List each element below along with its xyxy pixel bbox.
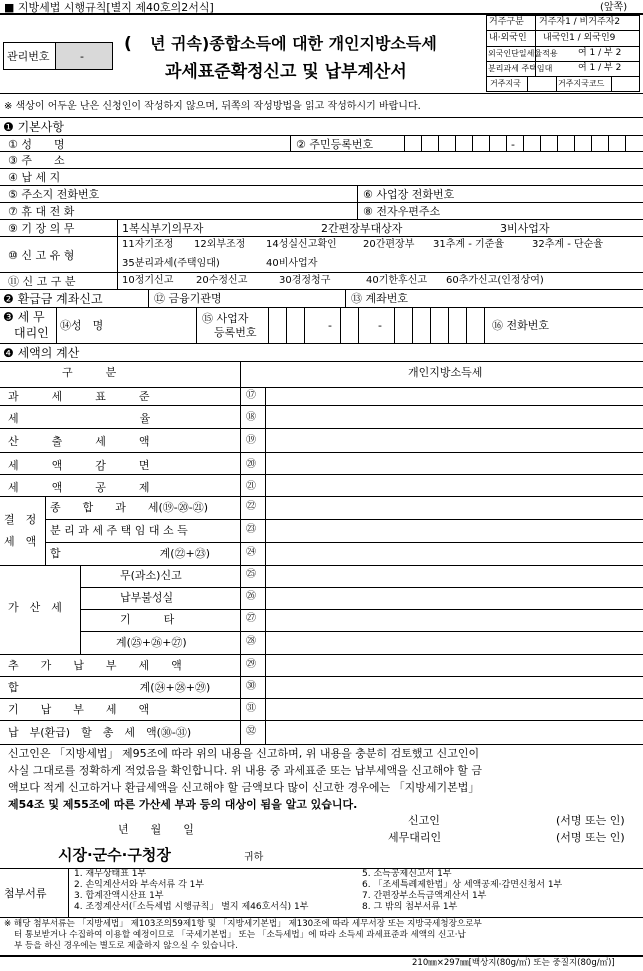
section-tax-calc: ❹ 세액의 계산	[3, 346, 80, 360]
report-category-late[interactable]: 40기한후신고	[366, 275, 428, 286]
bookkeeping-option-double[interactable]: 1복식부기의무자	[122, 222, 204, 235]
row-late-payment-num: ㉖	[246, 591, 256, 602]
report-type-sincere[interactable]: 14성실신고확인	[266, 239, 337, 250]
report-type-separate-rental[interactable]: 35분리과세(주택임대)	[122, 258, 220, 269]
declaration-line-1: 신고인은 「지방세법」 제95조에 따라 위의 내용을 신고하며, 위 내용을 충분히 검토했고 신고인이	[8, 747, 480, 760]
signer-agent: 세무대리인	[388, 831, 442, 844]
mgmt-number-value: -	[80, 50, 84, 63]
row-prepaid-tax-num: ㉛	[246, 703, 256, 714]
addressee-suffix: 귀하	[244, 852, 264, 863]
col-header-local-income-tax: 개인지방소득세	[408, 366, 483, 379]
attachment-8: 8. 그 밖의 첨부서류 1부	[362, 902, 458, 912]
nationality-value: 내국인1 / 외국인9	[543, 33, 616, 43]
date-line: 년 월 일	[118, 823, 194, 836]
housing-rental-value: 여 1 / 부 2	[578, 63, 622, 73]
section-tax-agent-2: 대리인	[14, 326, 49, 340]
home-phone-label: ⑤ 주소지 전화번호	[8, 188, 100, 201]
nationality-label: 내·외국인	[489, 33, 527, 43]
address-label: ③ 주 소	[8, 154, 65, 167]
row-other: 기 타	[120, 613, 175, 626]
row-computed-tax: 산 출 세 액	[8, 435, 150, 448]
report-type-estimate-simple[interactable]: 32추계 - 단순율	[532, 239, 603, 250]
declaration-line-3: 액보다 적게 신고하거나 환급세액을 신고해야 할 금액보다 많이 신고한 경우에는 「지방세기본법」	[8, 781, 480, 794]
section-refund-account: ❷ 환급금 계좌신고	[3, 292, 103, 306]
report-category-regular[interactable]: 10정기신고	[122, 275, 174, 286]
addressee: 시장·군수·구청장	[58, 846, 171, 864]
report-type-nonbusiness[interactable]: 40비사업자	[266, 258, 318, 269]
residence-country-label: 거주지국	[490, 79, 521, 88]
mgmt-number-label: 관리번호	[7, 50, 50, 63]
row-other-num: ㉗	[246, 613, 256, 624]
attachment-2: 2. 손익계산서와 부속서류 각 1부	[74, 880, 205, 890]
report-type-label: ⑩ 신 고 유 형	[8, 249, 75, 262]
row-tax-base-num: ⑰	[246, 390, 256, 401]
agent-name-label: ⑭성 명	[60, 319, 104, 332]
row-penalty-total: 계(㉕+㉖+㉗)	[116, 636, 187, 649]
row-payable-total: 납 부(환급) 할 총 세 액(㉚-㉛)	[8, 726, 192, 739]
business-phone-label: ⑥ 사업장 전화번호	[363, 188, 455, 201]
footnote-line-3: 부 등을 하신 경우에는 별도로 제출하지 않으실 수 있습니다.	[14, 941, 238, 951]
form-reference: ■ 지방세법 시행규칙[별지 제40호의2서식]	[4, 1, 214, 14]
report-category-correction[interactable]: 30경정청구	[279, 275, 331, 286]
attachments-label: 첨부서류	[4, 887, 47, 900]
agent-bizno-label: ⑮ 사업자	[202, 312, 249, 325]
agent-bizno-dash-1: -	[328, 319, 332, 332]
bookkeeping-option-nonbusiness[interactable]: 3비사업자	[500, 222, 550, 235]
notice-text: ※ 색상이 어두운 난은 신청인이 작성하지 않으며, 뒤쪽의 작성방법을 읽고 작성하시기 바랍니다.	[4, 101, 421, 112]
attachment-4: 4. 조정계산서(「소득세법 시행규칙」 별지 제46호서식) 1부	[74, 902, 309, 912]
declaration-line-2: 사실 그대로를 정확하게 적었음을 확인합니다. 위 내용 중 과세표준 또는 납부세액을 신고해야 할 금	[8, 764, 482, 777]
row-tax-credit-num: ㉑	[246, 481, 256, 492]
row-additional-payment-num: ㉙	[246, 659, 256, 670]
attachment-5: 5. 소득공제신고서 1부	[362, 869, 452, 879]
row-prepaid-tax: 기 납 부 세 액	[8, 703, 150, 716]
signer-reporter-hint: (서명 또는 인)	[556, 814, 625, 827]
account-number-label: ⑬ 계좌번호	[351, 292, 409, 305]
penalty-tax-label: 가 산 세	[8, 601, 62, 614]
mobile-phone-label: ⑦ 휴 대 전 화	[8, 205, 75, 218]
single-rate-value: 여 1 / 부 2	[578, 48, 622, 58]
row-computed-tax-num: ⑲	[246, 435, 256, 446]
row-late-payment: 납부불성실	[120, 591, 174, 604]
report-category-label: ⑪ 신 고 구 분	[8, 275, 76, 288]
footnote-line-2: 터 통보받거나 수집하여 이용할 예정이므로 「국세기본법」 또는 「소득세법」에 따라 소득세 과세표준과 세액의 신고·납	[14, 930, 466, 940]
row-separate-rental-num: ㉓	[246, 524, 256, 535]
title-line-2: 과세표준확정신고 및 납부계산서	[165, 62, 407, 82]
agent-phone-label: ⑯ 전화번호	[492, 319, 550, 332]
report-type-simple-book[interactable]: 20간편장부	[363, 239, 415, 250]
row-tax-reduction: 세 액 감 면	[8, 459, 150, 472]
row-determined-total: 합 계(㉒+㉓)	[50, 547, 211, 560]
bookkeeping-label: ⑨ 기 장 의 무	[8, 222, 75, 235]
attachment-6: 6. 「조세특례제한법」상 세액공제·감면신청서 1부	[362, 880, 563, 890]
agent-bizno-dash-2: -	[378, 319, 382, 332]
report-type-external[interactable]: 12외부조정	[194, 239, 246, 250]
resident-type-label: 거주구분	[489, 17, 524, 27]
row-grand-total-num: ㉚	[246, 681, 256, 692]
section-basic-info: ❶ 기본사항	[3, 120, 64, 134]
row-determined-total-num: ㉔	[246, 547, 256, 558]
attachment-7: 7. 간편장부소득금액계산서 1부	[362, 891, 487, 901]
report-category-additional[interactable]: 60추가신고(인정상여)	[446, 275, 544, 286]
row-tax-base: 과 세 표 준	[8, 390, 150, 403]
attachment-1: 1. 재무상태표 1부	[74, 869, 147, 879]
signer-agent-hint: (서명 또는 인)	[556, 831, 625, 844]
row-comprehensive-tax: 종 합 과 세(⑲-⑳-㉑)	[50, 501, 209, 514]
row-additional-payment: 추 가 납 부 세 액	[8, 659, 182, 672]
row-comprehensive-tax-num: ㉒	[246, 501, 256, 512]
footnote-line-1: ※ 해당 첨부서류는 「지방세법」 제103조의59제1항 및 「지방세기본법」 제130조에 따라 세무서장 또는 지방국세청장으로부	[4, 919, 482, 929]
resident-type-value: 거주자1 / 비거주자2	[539, 17, 621, 27]
resident-number-dash: -	[511, 138, 515, 151]
col-header-category: 구 분	[62, 366, 117, 379]
determined-tax-label-2: 세 액	[4, 535, 37, 548]
row-penalty-total-num: ㉘	[246, 636, 256, 647]
row-separate-rental: 분 리 과 세 주 택 임 대 소 득	[50, 524, 188, 537]
row-payable-total-num: ㉜	[246, 726, 256, 737]
mgmt-number-field	[56, 43, 112, 69]
attachment-3: 3. 합계잔액시산표 1부	[74, 891, 164, 901]
tax-place-label: ④ 납 세 지	[8, 171, 61, 184]
name-label: ① 성 명	[8, 138, 65, 151]
paper-spec: 210㎜×297㎜[백상지(80g/㎡) 또는 중질지(80g/㎡)]	[412, 958, 615, 968]
agent-bizno-label-2: 등록번호	[214, 326, 257, 339]
section-tax-agent: ❸ 세 무	[3, 310, 45, 324]
front-label: (앞쪽)	[600, 2, 628, 13]
declaration-line-4: 제54조 및 제55조에 따른 가산세 부과 등의 대상이 됨을 알고 있습니다.	[8, 798, 358, 811]
housing-rental-label: 분리과세 주택임대	[488, 64, 553, 73]
report-type-self[interactable]: 11자기조정	[122, 239, 174, 250]
title-line-1: 년 귀속)종합소득에 대한 개인지방소득세	[150, 34, 437, 53]
row-grand-total: 합 계(㉔+㉘+㉙)	[8, 681, 211, 694]
single-rate-label: 외국인단일세율적용	[488, 49, 558, 58]
resident-number-label: ② 주민등록번호	[296, 138, 374, 151]
row-tax-rate-num: ⑱	[246, 412, 256, 423]
title-paren: (	[124, 34, 132, 54]
report-type-estimate-standard[interactable]: 31추계 - 기준율	[433, 239, 504, 250]
row-underreport: 무(과소)신고	[120, 569, 182, 582]
signer-reporter: 신고인	[408, 814, 440, 827]
email-label: ⑧ 전자우편주소	[363, 205, 441, 218]
row-tax-credit: 세 액 공 제	[8, 481, 150, 494]
row-underreport-num: ㉕	[246, 569, 256, 580]
row-tax-rate: 세 율	[8, 412, 151, 425]
row-tax-reduction-num: ⑳	[246, 459, 256, 470]
bank-name-label: ⑫ 금융기관명	[154, 292, 222, 305]
bookkeeping-option-simple[interactable]: 2간편장부대상자	[321, 222, 403, 235]
residence-code-label: 거주지국코드	[558, 79, 605, 88]
determined-tax-label: 결 정	[4, 513, 37, 526]
report-category-amended[interactable]: 20수정신고	[196, 275, 248, 286]
